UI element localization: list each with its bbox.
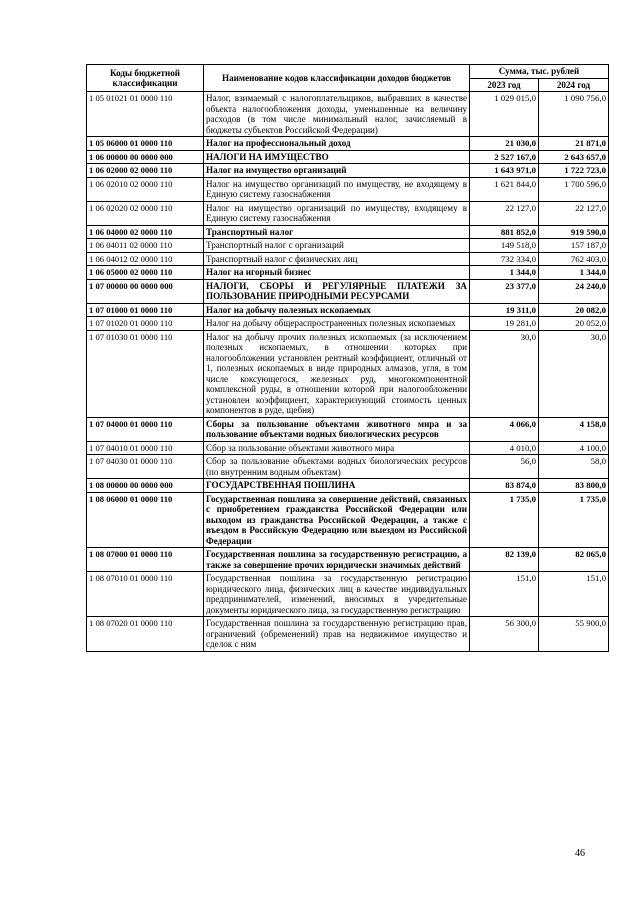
row-value-2024: 22 127,0 [539, 201, 609, 225]
row-value-2023: 1 735,0 [470, 492, 539, 548]
table-row [87, 225, 609, 239]
row-value-2024: 21 871,0 [539, 137, 609, 151]
table-row [87, 279, 609, 303]
row-value-2024: 919 590,0 [539, 225, 609, 239]
table-row [87, 330, 609, 417]
row-value-2024: 24 240,0 [539, 279, 609, 303]
header-2023: 2023 год [470, 78, 539, 92]
row-value-2024: 58,0 [539, 455, 609, 479]
row-code: 1 07 04010 01 0000 110 [87, 441, 204, 455]
row-name: НАЛОГИ НА ИМУЩЕСТВО [204, 150, 470, 164]
row-name: Транспортный налог с физических лиц [204, 252, 470, 266]
row-code: 1 07 00000 00 0000 000 [87, 279, 204, 303]
row-value-2024: 20 082,0 [539, 303, 609, 317]
table-row [87, 177, 609, 201]
row-value-2023: 19 281,0 [470, 317, 539, 331]
row-code: 1 08 06000 01 0000 110 [87, 492, 204, 548]
row-value-2024: 30,0 [539, 330, 609, 417]
row-value-2023: 56,0 [470, 455, 539, 479]
row-value-2023: 82 139,0 [470, 548, 539, 572]
table-row [87, 492, 609, 548]
row-value-2023: 1 029 015,0 [470, 92, 539, 137]
row-value-2023: 19 311,0 [470, 303, 539, 317]
row-name: Транспортный налог [204, 225, 470, 239]
row-code: 1 07 01020 01 0000 110 [87, 317, 204, 331]
row-value-2023: 2 527 167,0 [470, 150, 539, 164]
row-value-2023: 881 852,0 [470, 225, 539, 239]
row-value-2023: 1 643 971,0 [470, 164, 539, 178]
row-name: Налог на имущество организаций по имуществу, не входящему в Единую систему газоснабжения [204, 177, 470, 201]
row-value-2023: 21 030,0 [470, 137, 539, 151]
row-value-2024: 762 403,0 [539, 252, 609, 266]
row-name: Государственная пошлина за совершение действий, связанных с приобретением гражданства Российской Федерации или выходом из гражданства Российской Федерации, а также с въездом в Российскую Федерацию или выездом из Российской Федерации [204, 492, 470, 548]
table-row [87, 441, 609, 455]
row-name: Государственная пошлина за государственную регистрацию юридического лица, физических лиц в качестве индивидуальных предпринимателей, изменений, вносимых в учредительные документы юридического лица, за государственную регистрацию [204, 572, 470, 617]
table-row [87, 617, 609, 652]
row-value-2023: 151,0 [470, 572, 539, 617]
budget-revenue-table [86, 64, 609, 652]
row-code: 1 08 07000 01 0000 110 [87, 548, 204, 572]
row-value-2023: 1 621 844,0 [470, 177, 539, 201]
table-body [87, 92, 609, 652]
row-code: 1 08 07020 01 0000 110 [87, 617, 204, 652]
row-value-2023: 4 066,0 [470, 417, 539, 441]
row-value-2024: 1 735,0 [539, 492, 609, 548]
row-code: 1 06 04012 02 0000 110 [87, 252, 204, 266]
row-name: Налог на добычу полезных ископаемых [204, 303, 470, 317]
row-value-2024: 2 643 657,0 [539, 150, 609, 164]
table-row [87, 239, 609, 253]
table-row [87, 252, 609, 266]
row-value-2023: 149 518,0 [470, 239, 539, 253]
row-code: 1 07 01000 01 0000 110 [87, 303, 204, 317]
row-value-2024: 157 187,0 [539, 239, 609, 253]
row-name: Государственная пошлина за государственную регистрацию, а также за совершение прочих юридически значимых действий [204, 548, 470, 572]
row-name: Налог на добычу общераспространенных полезных ископаемых [204, 317, 470, 331]
row-name: Налог, взимаемый с налогоплательщиков, выбравших в качестве объекта налогообложения доходы, уменьшенные на величину расходов (в том числе минимальный налог, зачисляемый в бюджеты субъектов Российской Федерации) [204, 92, 470, 137]
row-name: ГОСУДАРСТВЕННАЯ ПОШЛИНА [204, 479, 470, 493]
row-value-2024: 83 800,0 [539, 479, 609, 493]
row-code: 1 06 00000 00 0000 000 [87, 150, 204, 164]
page-number: 46 [575, 848, 585, 859]
row-value-2024: 1 722 723,0 [539, 164, 609, 178]
row-value-2024: 1 344,0 [539, 266, 609, 280]
row-code: 1 06 02010 02 0000 110 [87, 177, 204, 201]
table-row [87, 150, 609, 164]
table-row [87, 137, 609, 151]
row-code: 1 07 04030 01 0000 110 [87, 455, 204, 479]
row-value-2023: 22 127,0 [470, 201, 539, 225]
row-code: 1 06 05000 02 0000 110 [87, 266, 204, 280]
row-name: Налог на профессиональный доход [204, 137, 470, 151]
row-value-2024: 1 700 596,0 [539, 177, 609, 201]
row-code: 1 08 07010 01 0000 110 [87, 572, 204, 617]
table-row [87, 479, 609, 493]
row-code: 1 07 04000 01 0000 110 [87, 417, 204, 441]
row-value-2024: 55 900,0 [539, 617, 609, 652]
header-sum: Сумма, тыс. рублей [470, 65, 609, 79]
table-row [87, 417, 609, 441]
table-row [87, 572, 609, 617]
header-codes: Коды бюджетной классификации [87, 65, 204, 92]
row-name: Сборы за пользование объектами животного мира и за пользование объектами водных биологических ресурсов [204, 417, 470, 441]
row-name: Сбор за пользование объектами животного мира [204, 441, 470, 455]
row-code: 1 05 01021 01 0000 110 [87, 92, 204, 137]
table-row [87, 317, 609, 331]
row-value-2024: 20 052,0 [539, 317, 609, 331]
row-code: 1 06 04011 02 0000 110 [87, 239, 204, 253]
row-value-2024: 1 090 756,0 [539, 92, 609, 137]
row-value-2023: 30,0 [470, 330, 539, 417]
row-value-2023: 23 377,0 [470, 279, 539, 303]
row-code: 1 06 04000 02 0000 110 [87, 225, 204, 239]
row-code: 1 07 01030 01 0000 110 [87, 330, 204, 417]
table-row [87, 201, 609, 225]
row-value-2023: 732 334,0 [470, 252, 539, 266]
table-row [87, 266, 609, 280]
header-name: Наименование кодов классификации доходов бюджетов [204, 65, 470, 92]
row-name: Налог на добычу прочих полезных ископаемых (за исключением полезных ископаемых, в отношении которых при налогообложении установлен рентный коэффициент, отличный от 1, полезных ископаемых в виде природных алмазов, угля, в том числе коксующегося, железных руд, многокомпонентной комплексной руды, в отношении которой при налогообложении установлен коэффициент, характеризующий стоимость ценных компонентов в руде, щебня) [204, 330, 470, 417]
header-2024: 2024 год [539, 78, 609, 92]
table-row [87, 164, 609, 178]
row-value-2024: 4 100,0 [539, 441, 609, 455]
row-value-2023: 83 874,0 [470, 479, 539, 493]
row-name: Налог на имущество организаций по имуществу, входящему в Единую систему газоснабжения [204, 201, 470, 225]
row-value-2024: 4 158,0 [539, 417, 609, 441]
row-name: Налог на имущество организаций [204, 164, 470, 178]
row-value-2023: 4 010,0 [470, 441, 539, 455]
table-row [87, 303, 609, 317]
row-name: Транспортный налог с организаций [204, 239, 470, 253]
row-code: 1 06 02020 02 0000 110 [87, 201, 204, 225]
table-row [87, 455, 609, 479]
row-value-2023: 56 300,0 [470, 617, 539, 652]
table-row [87, 548, 609, 572]
row-code: 1 06 02000 02 0000 110 [87, 164, 204, 178]
row-code: 1 08 00000 00 0000 000 [87, 479, 204, 493]
row-name: Государственная пошлина за государственную регистрацию прав, ограничений (обременений) прав на недвижимое имущество и сделок с ним [204, 617, 470, 652]
table-row [87, 92, 609, 137]
row-name: Сбор за пользование объектами водных биологических ресурсов (по внутренним водным объектам) [204, 455, 470, 479]
row-name: НАЛОГИ, СБОРЫ И РЕГУЛЯРНЫЕ ПЛАТЕЖИ ЗА ПОЛЬЗОВАНИЕ ПРИРОДНЫМИ РЕСУРСАМИ [204, 279, 470, 303]
row-name: Налог на игорный бизнес [204, 266, 470, 280]
row-value-2023: 1 344,0 [470, 266, 539, 280]
row-value-2024: 151,0 [539, 572, 609, 617]
row-value-2024: 82 065,0 [539, 548, 609, 572]
row-code: 1 05 06000 01 0000 110 [87, 137, 204, 151]
